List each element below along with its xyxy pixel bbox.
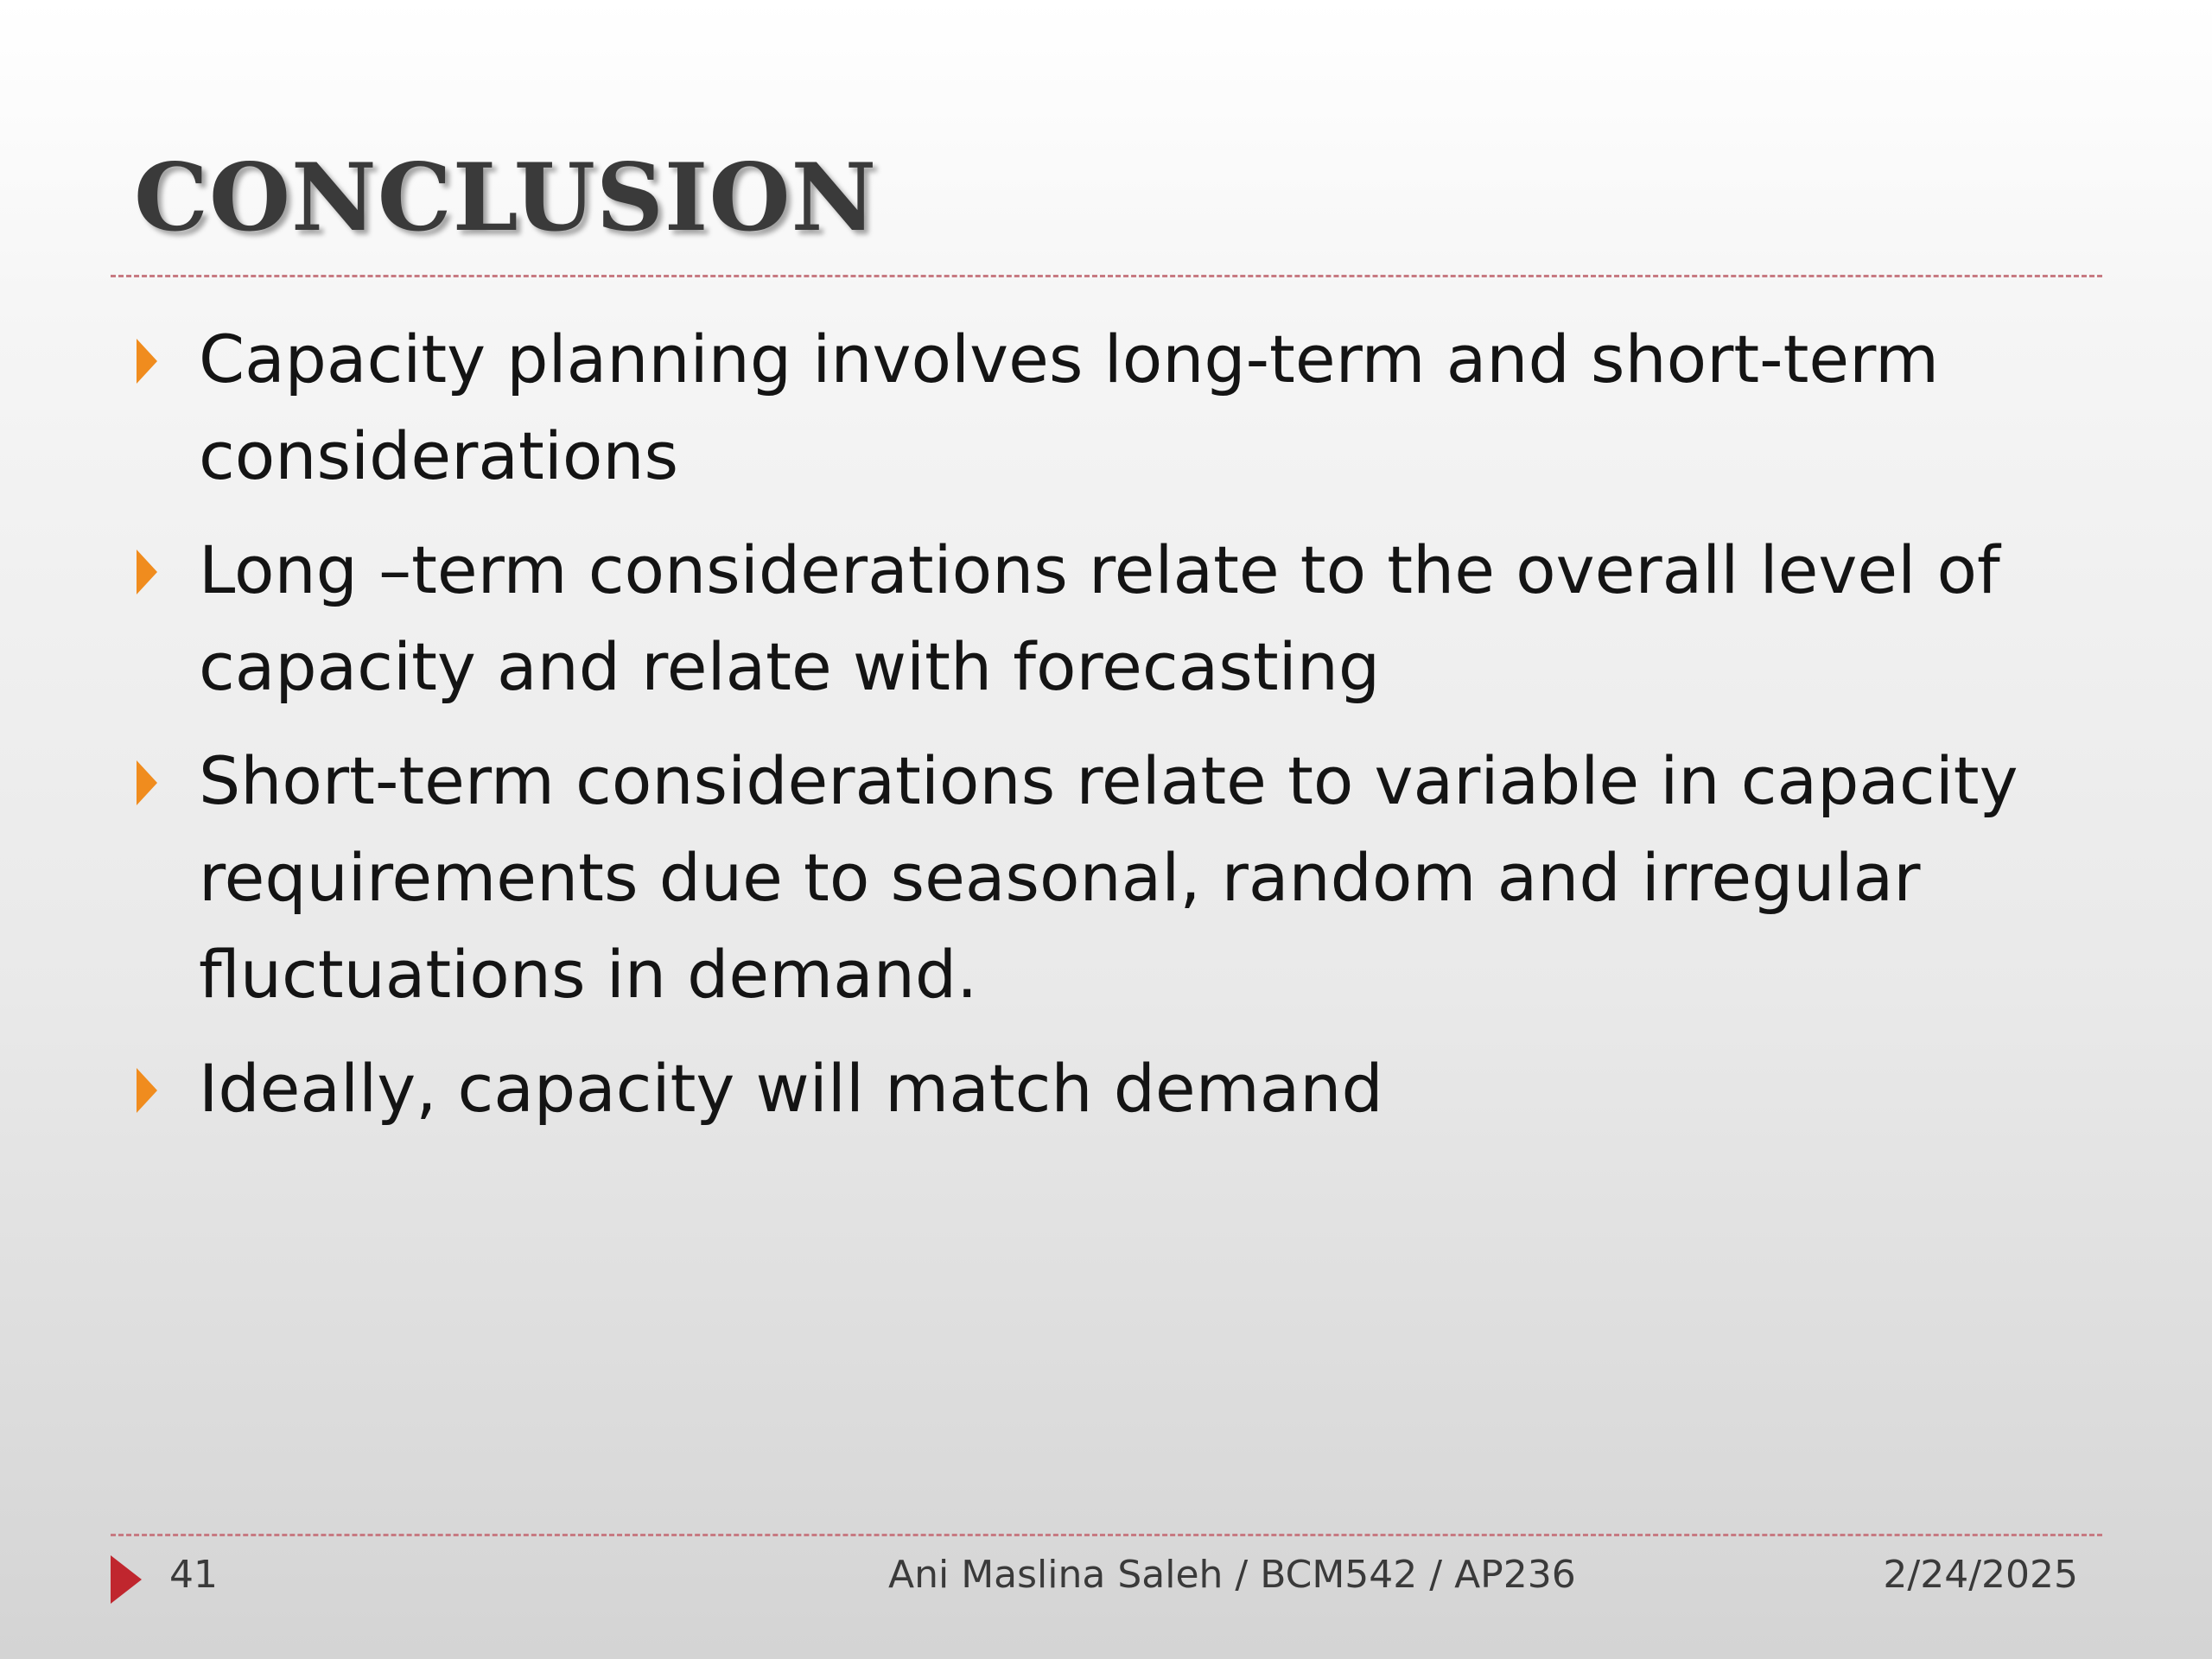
bullet-arrow-icon (137, 1068, 157, 1113)
bullet-arrow-icon (137, 760, 157, 805)
bullet-arrow-icon (137, 550, 157, 594)
bullet-list (130, 311, 2056, 1154)
bullet-item (130, 522, 2056, 715)
bullet-text: Capacity planning involves long-term and short-term considerations (199, 321, 1940, 494)
bullet-item (130, 1040, 2056, 1137)
footer-play-icon (111, 1555, 142, 1604)
title-divider (111, 275, 2102, 277)
bullet-text: Short-term considerations relate to variable in capacity requirements due to seasonal, random and irregular fluctuations in demand. (199, 742, 2018, 1013)
footer-date: 2/24/2025 (1883, 1553, 2078, 1597)
footer-divider (111, 1534, 2102, 1536)
bullet-item (130, 733, 2056, 1023)
bullet-item (130, 311, 2056, 505)
bullet-text: Long –term considerations relate to the overall level of capacity and relate with forecasting (199, 531, 2000, 705)
bullet-text: Ideally, capacity will match demand (199, 1050, 1383, 1127)
bullet-arrow-icon (137, 339, 157, 384)
slide-number: 41 (169, 1553, 218, 1597)
footer-author-course: Ani Maslina Saleh / BCM542 / AP236 (888, 1553, 1576, 1597)
slide-title: CONCLUSION (134, 143, 878, 252)
